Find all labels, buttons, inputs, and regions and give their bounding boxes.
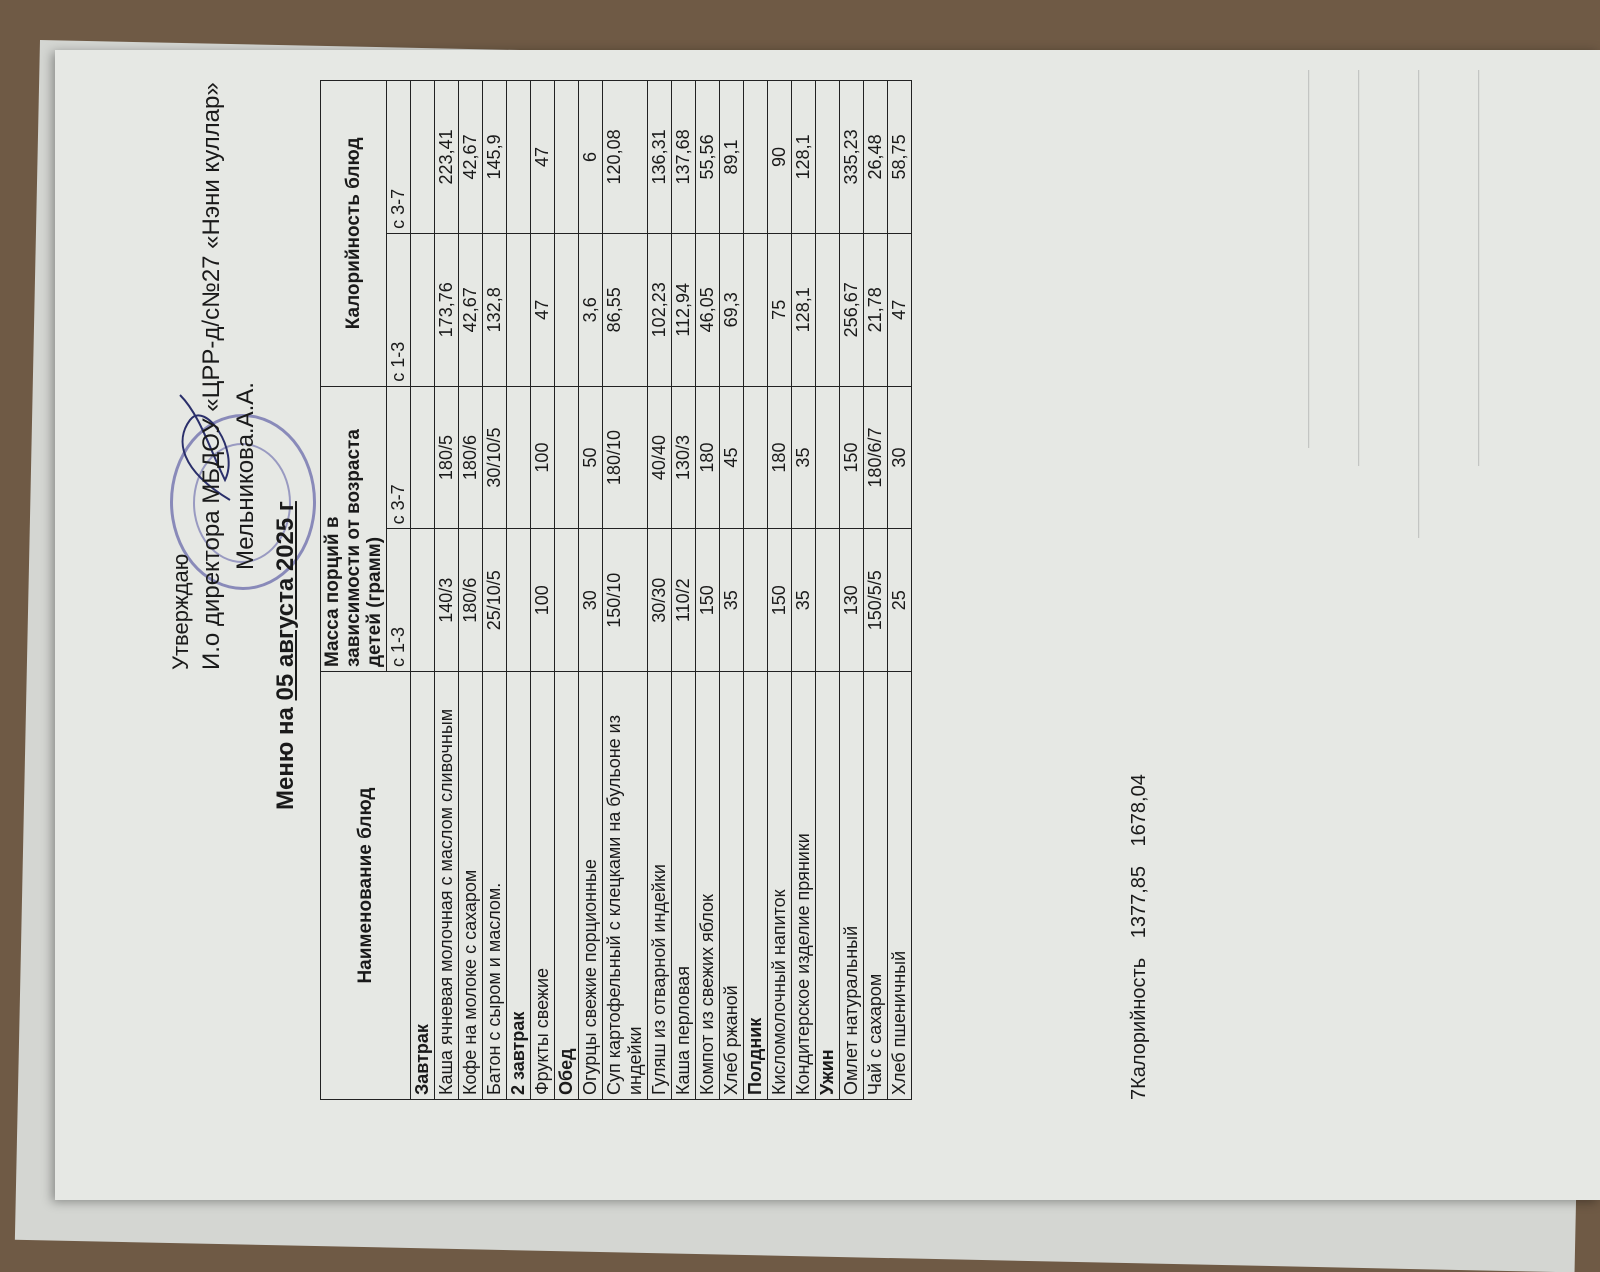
calories-3-7 [744,81,768,234]
dish-name: Хлеб пшеничный [888,672,912,1100]
dish-row [459,81,483,1100]
dish-name: Обед [555,672,579,1100]
calories-1-3: 128,1 [792,233,816,386]
total-calories [1128,760,1151,1100]
header-calories: Калорийность блюд [321,81,387,387]
mass-3-7: 150 [840,386,864,529]
menu-date: 05 августа 2025 г [272,501,299,701]
dish-name: 2 завтрак [507,672,531,1100]
calories-3-7: 120,08 [603,81,648,234]
dish-name: Кофе на молоке с сахаром [459,672,483,1100]
mass-3-7 [555,386,579,529]
mass-1-3: 150 [768,529,792,672]
dish-row [888,81,912,1100]
calories-1-3: 47 [888,233,912,386]
menu-label: Меню на [272,707,299,810]
header-portion-mass: Масса порций в зависимости от возраста детей (грамм) [321,386,387,671]
dish-name: Каша перловая [672,672,696,1100]
calories-1-3: 173,76 [435,233,459,386]
dish-row [435,81,459,1100]
section-row [555,81,579,1100]
mass-1-3: 150/10 [603,529,648,672]
dish-name: Кисломолочный напиток [768,672,792,1100]
calories-1-3: 132,8 [483,233,507,386]
dish-name: Фрукты свежие [531,672,555,1100]
calories-1-3 [744,233,768,386]
subheader-cal-1-3: с 1-3 [387,233,411,386]
dish-name: Суп картофельный с клецками на бульоне из индейки [603,672,648,1100]
mass-1-3: 110/2 [672,529,696,672]
mass-1-3: 35 [792,529,816,672]
mass-1-3: 30 [579,529,603,672]
calories-3-7 [411,81,435,234]
mass-3-7: 130/3 [672,386,696,529]
calories-1-3: 256,67 [840,233,864,386]
mass-3-7: 180 [696,386,720,529]
mass-3-7: 100 [531,386,555,529]
dish-row [579,81,603,1100]
dish-row [483,81,507,1100]
mass-1-3 [507,529,531,672]
calories-1-3 [816,233,840,386]
calories-3-7: 89,1 [720,81,744,234]
dish-row [720,81,744,1100]
dish-row [603,81,648,1100]
mass-3-7: 45 [720,386,744,529]
calories-3-7: 47 [531,81,555,234]
mass-3-7 [744,386,768,529]
subheader-mass-3-7: с 3-7 [387,386,411,529]
calories-3-7: 128,1 [792,81,816,234]
document-header [160,70,310,1110]
calories-1-3: 3,6 [579,233,603,386]
calories-1-3: 46,05 [696,233,720,386]
mass-1-3: 25/10/5 [483,529,507,672]
calories-3-7 [816,81,840,234]
menu-document [160,70,1290,1110]
calories-3-7: 136,31 [648,81,672,234]
dish-name: Омлет натуральный [840,672,864,1100]
dish-name: Полдник [744,672,768,1100]
menu-title [272,501,300,810]
calories-3-7: 58,75 [888,81,912,234]
subheader-mass-1-3: с 1-3 [387,529,411,672]
dish-name: Каша ячневая молочная с маслом сливочным [435,672,459,1100]
dish-name: Ужин [816,672,840,1100]
mass-1-3: 35 [720,529,744,672]
mass-3-7: 30 [888,386,912,529]
total-1-3: 1377,85 [1128,866,1150,939]
mass-1-3: 25 [888,529,912,672]
calories-3-7: 6 [579,81,603,234]
mass-1-3 [744,529,768,672]
dish-name: Завтрак [411,672,435,1100]
dish-name: Хлеб ржаной [720,672,744,1100]
dish-row [648,81,672,1100]
mass-1-3: 180/6 [459,529,483,672]
calories-3-7: 335,23 [840,81,864,234]
calories-1-3 [507,233,531,386]
mass-3-7 [507,386,531,529]
dish-row [531,81,555,1100]
mass-3-7: 180/10 [603,386,648,529]
calories-1-3: 112,94 [672,233,696,386]
dish-name: Чай с сахаром [864,672,888,1100]
mass-3-7: 30/10/5 [483,386,507,529]
dish-row [792,81,816,1100]
director-title: И.о директора МБДОУ «ЦРР-д/с№27 «Нэни куллар» [198,82,225,670]
calories-3-7: 137,68 [672,81,696,234]
calories-1-3: 102,23 [648,233,672,386]
mass-3-7: 40/40 [648,386,672,529]
mass-1-3: 140/3 [435,529,459,672]
subheader-cal-3-7: с 3-7 [387,81,411,234]
menu-table-body [411,81,912,1100]
calories-3-7: 90 [768,81,792,234]
dish-row [696,81,720,1100]
calories-1-3: 69,3 [720,233,744,386]
calories-3-7 [507,81,531,234]
mass-3-7: 180/6/7 [864,386,888,529]
mass-3-7: 50 [579,386,603,529]
calories-1-3: 75 [768,233,792,386]
mass-1-3: 30/30 [648,529,672,672]
section-row [744,81,768,1100]
calories-3-7: 145,9 [483,81,507,234]
calories-3-7: 55,56 [696,81,720,234]
mass-3-7: 180/5 [435,386,459,529]
section-row [411,81,435,1100]
calories-1-3: 47 [531,233,555,386]
dish-name: Компот из свежих яблок [696,672,720,1100]
mass-3-7 [411,386,435,529]
calories-3-7 [555,81,579,234]
dish-row [672,81,696,1100]
mass-3-7: 180 [768,386,792,529]
mass-1-3 [411,529,435,672]
menu-table [320,80,912,1100]
calories-1-3: 21,78 [864,233,888,386]
mass-1-3: 100 [531,529,555,672]
calories-1-3: 86,55 [603,233,648,386]
total-label: 7Калорийность [1128,957,1150,1100]
section-row [816,81,840,1100]
bleed-through-text: ————————————————————— —————————————————————— —————————————————————————— —————————————————————— [1300,70,1490,538]
calories-3-7: 26,48 [864,81,888,234]
dish-row [864,81,888,1100]
total-3-7: 1678,04 [1128,774,1150,847]
calories-1-3 [411,233,435,386]
mass-1-3 [555,529,579,672]
dish-name: Батон с сыром и маслом. [483,672,507,1100]
mass-1-3 [816,529,840,672]
mass-3-7: 180/6 [459,386,483,529]
dish-name: Гуляш из отварной индейки [648,672,672,1100]
dish-row [768,81,792,1100]
calories-1-3: 42,67 [459,233,483,386]
mass-1-3: 130 [840,529,864,672]
calories-3-7: 42,67 [459,81,483,234]
dish-row [840,81,864,1100]
calories-1-3 [555,233,579,386]
calories-3-7: 223,41 [435,81,459,234]
section-row [507,81,531,1100]
mass-3-7 [816,386,840,529]
mass-1-3: 150/5/5 [864,529,888,672]
mass-3-7: 35 [792,386,816,529]
mass-1-3: 150 [696,529,720,672]
dish-name: Кондитерское изделие пряники [792,672,816,1100]
dish-name: Огурцы свежие порционные [579,672,603,1100]
director-name: Мельникова.А.А. [232,382,259,570]
header-dish-name: Наименование блюд [321,672,411,1100]
approve-label: Утверждаю [168,553,193,670]
